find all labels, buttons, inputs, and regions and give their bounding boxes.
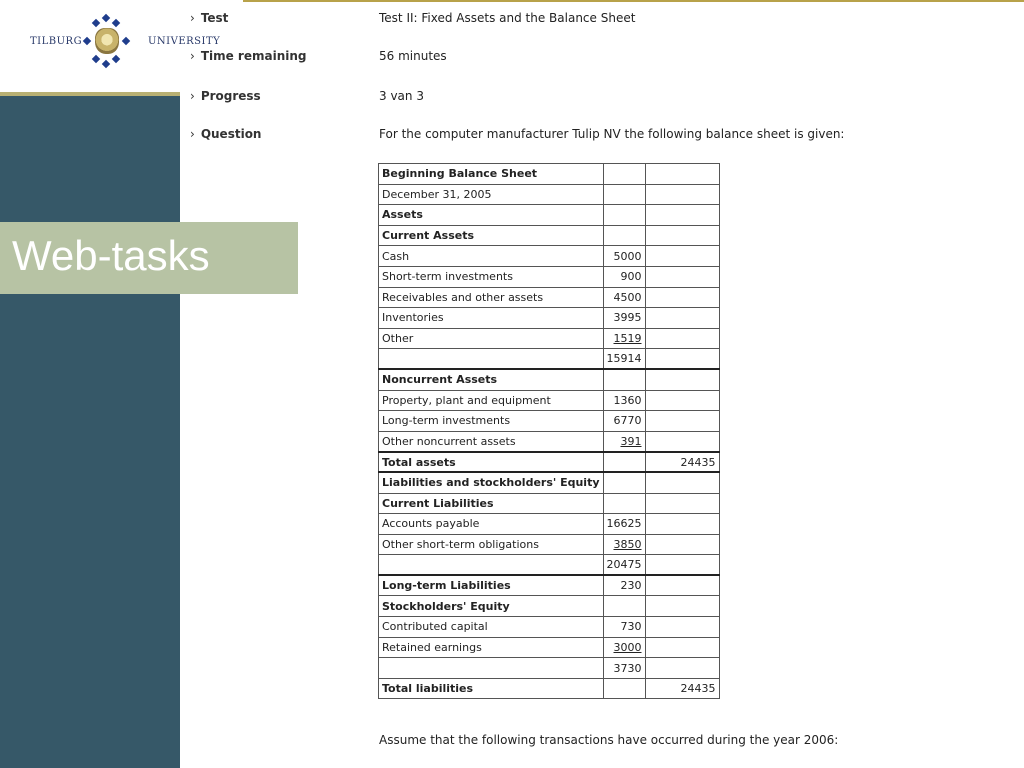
table-row — [379, 390, 720, 411]
balance-sheet-table — [378, 163, 720, 699]
table-cell-value: 391 — [603, 431, 645, 452]
table-cell-value: 730 — [603, 617, 645, 638]
table-cell-total — [645, 328, 719, 349]
table-cell-label: Beginning Balance Sheet — [379, 164, 604, 185]
table-cell-value — [603, 452, 645, 473]
info-label-text: Progress — [200, 89, 261, 103]
table-row — [379, 308, 720, 329]
table-cell-label: Liabilities and stockholders' Equity — [379, 472, 604, 493]
logo-dot-icon — [102, 14, 110, 22]
table-cell-label: Other — [379, 328, 604, 349]
table-row — [379, 431, 720, 452]
info-label-text: Question — [200, 127, 262, 141]
chevron-right-icon: › — [190, 11, 195, 25]
logo-dot-icon — [122, 37, 130, 45]
table-cell-label: December 31, 2005 — [379, 184, 604, 205]
table-cell-label: Contributed capital — [379, 617, 604, 638]
table-cell-label: Retained earnings — [379, 637, 604, 658]
logo-dot-icon — [112, 19, 120, 27]
table-row — [379, 328, 720, 349]
table-row — [379, 678, 720, 699]
table-cell-value: 900 — [603, 266, 645, 287]
table-cell-value — [603, 369, 645, 390]
table-cell-value — [603, 164, 645, 185]
table-cell-value: 5000 — [603, 246, 645, 267]
table-cell-value: 3000 — [603, 637, 645, 658]
table-row — [379, 596, 720, 617]
info-label-question — [190, 127, 261, 141]
info-value-test: Test II: Fixed Assets and the Balance Sheet — [379, 11, 636, 25]
table-cell-total — [645, 514, 719, 535]
table-cell-label: Total liabilities — [379, 678, 604, 699]
table-cell-total — [645, 637, 719, 658]
chevron-right-icon: › — [190, 49, 195, 63]
slide-label: Web-tasks — [12, 232, 210, 279]
crest-icon — [95, 28, 119, 54]
table-row — [379, 452, 720, 473]
table-cell-value: 6770 — [603, 411, 645, 432]
table-row — [379, 514, 720, 535]
table-cell-value: 3730 — [603, 658, 645, 679]
info-value-progress: 3 van 3 — [379, 89, 424, 103]
table-row — [379, 225, 720, 246]
table-row — [379, 534, 720, 555]
table-cell-label: Property, plant and equipment — [379, 390, 604, 411]
table-cell-value: 20475 — [603, 555, 645, 576]
table-cell-label: Accounts payable — [379, 514, 604, 535]
table-cell-label — [379, 349, 604, 370]
table-cell-total — [645, 596, 719, 617]
table-row — [379, 617, 720, 638]
table-cell-value: 1519 — [603, 328, 645, 349]
table-cell-total — [645, 390, 719, 411]
table-row — [379, 411, 720, 432]
table-cell-total — [645, 658, 719, 679]
slide-label-box — [0, 222, 298, 294]
info-value-question: For the computer manufacturer Tulip NV the following balance sheet is given: — [379, 127, 845, 141]
table-cell-value — [603, 678, 645, 699]
table-cell-label: Long-term Liabilities — [379, 575, 604, 596]
transactions-intro: Assume that the following transactions have occurred during the year 2006: — [379, 733, 839, 747]
table-cell-total — [645, 534, 719, 555]
table-cell-total — [645, 308, 719, 329]
table-row — [379, 658, 720, 679]
table-cell-value — [603, 472, 645, 493]
table-cell-value: 4500 — [603, 287, 645, 308]
table-cell-total: 24435 — [645, 452, 719, 473]
info-label-time — [190, 49, 307, 63]
table-cell-label: Other noncurrent assets — [379, 431, 604, 452]
table-cell-total — [645, 555, 719, 576]
info-label-text: Time remaining — [200, 49, 307, 63]
info-label-test — [190, 11, 228, 25]
table-cell-value: 1360 — [603, 390, 645, 411]
table-cell-total — [645, 184, 719, 205]
table-cell-label: Long-term investments — [379, 411, 604, 432]
table-cell-label — [379, 555, 604, 576]
table-cell-label: Cash — [379, 246, 604, 267]
table-cell-value — [603, 225, 645, 246]
table-cell-label: Other short-term obligations — [379, 534, 604, 555]
table-cell-label: Current Liabilities — [379, 493, 604, 514]
info-label-progress — [190, 89, 261, 103]
logo-text-right: UNIVERSITY — [148, 36, 221, 47]
table-cell-total — [645, 287, 719, 308]
table-row — [379, 266, 720, 287]
table-row — [379, 369, 720, 390]
table-cell-value: 3850 — [603, 534, 645, 555]
logo-dot-icon — [92, 55, 100, 63]
table-cell-value — [603, 596, 645, 617]
table-cell-label: Current Assets — [379, 225, 604, 246]
chevron-right-icon: › — [190, 127, 195, 141]
table-row — [379, 472, 720, 493]
table-cell-total — [645, 575, 719, 596]
table-cell-total — [645, 617, 719, 638]
table-row — [379, 349, 720, 370]
table-cell-value: 15914 — [603, 349, 645, 370]
table-cell-label: Short-term investments — [379, 266, 604, 287]
logo-dot-icon — [92, 19, 100, 27]
table-cell-value: 16625 — [603, 514, 645, 535]
table-row — [379, 555, 720, 576]
logo-dot-icon — [102, 60, 110, 68]
table-row — [379, 246, 720, 267]
logo-dot-icon — [83, 37, 91, 45]
table-cell-total — [645, 431, 719, 452]
table-cell-total — [645, 369, 719, 390]
info-label-text: Test — [200, 11, 229, 25]
table-cell-label: Total assets — [379, 452, 604, 473]
table-cell-value — [603, 493, 645, 514]
table-cell-label: Inventories — [379, 308, 604, 329]
table-cell-value — [603, 205, 645, 226]
table-cell-total — [645, 266, 719, 287]
table-row — [379, 287, 720, 308]
table-cell-value: 3995 — [603, 308, 645, 329]
table-row — [379, 493, 720, 514]
table-row — [379, 205, 720, 226]
side-panel — [0, 96, 180, 768]
table-cell-total — [645, 225, 719, 246]
table-cell-value: 230 — [603, 575, 645, 596]
table-cell-label: Noncurrent Assets — [379, 369, 604, 390]
table-cell-total — [645, 164, 719, 185]
table-row — [379, 575, 720, 596]
table-row — [379, 164, 720, 185]
table-cell-label — [379, 658, 604, 679]
table-cell-total — [645, 205, 719, 226]
table-row — [379, 184, 720, 205]
table-cell-total — [645, 472, 719, 493]
table-cell-label: Receivables and other assets — [379, 287, 604, 308]
logo-dot-icon — [112, 55, 120, 63]
table-cell-total — [645, 246, 719, 267]
table-cell-total: 24435 — [645, 678, 719, 699]
table-row — [379, 637, 720, 658]
table-cell-label: Stockholders' Equity — [379, 596, 604, 617]
info-value-time: 56 minutes — [379, 49, 447, 63]
table-cell-value — [603, 184, 645, 205]
top-divider — [243, 0, 1024, 2]
logo-text-left: TILBURG — [30, 36, 83, 47]
table-cell-total — [645, 493, 719, 514]
table-cell-total — [645, 349, 719, 370]
table-cell-total — [645, 411, 719, 432]
chevron-right-icon: › — [190, 89, 195, 103]
table-cell-label: Assets — [379, 205, 604, 226]
